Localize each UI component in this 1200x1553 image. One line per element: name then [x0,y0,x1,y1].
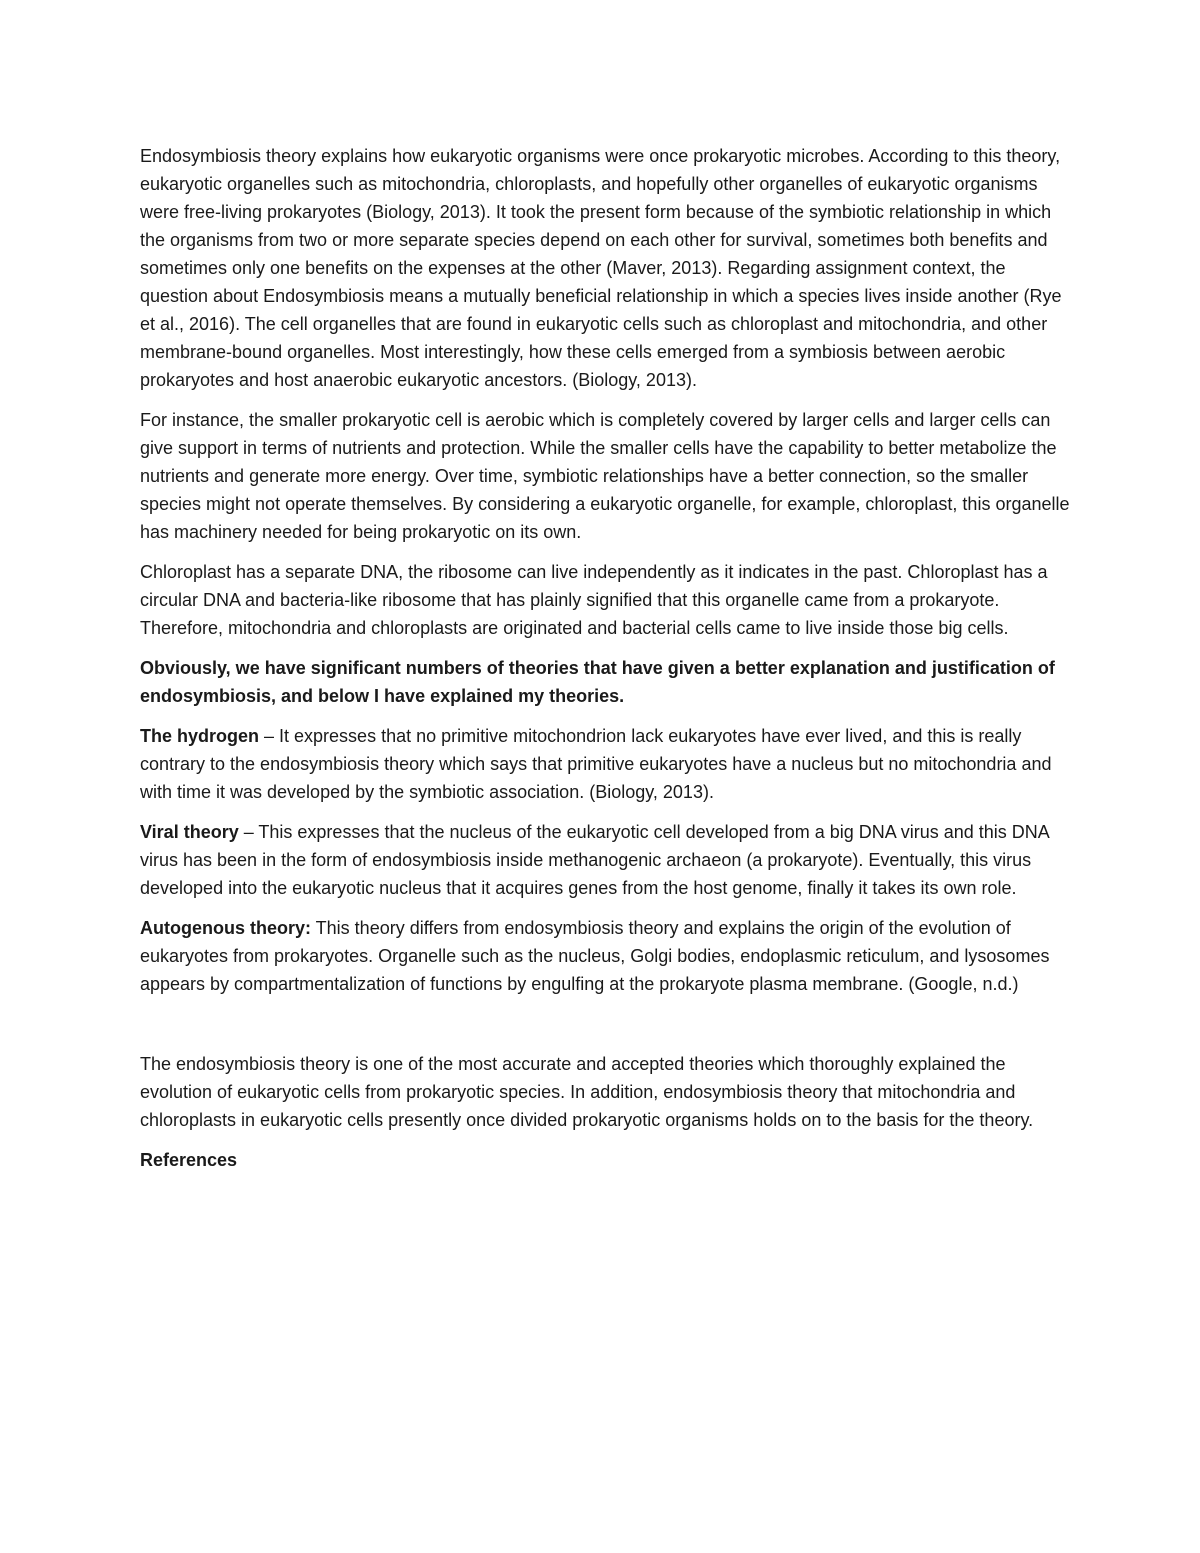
paragraph-conclusion: The endosymbiosis theory is one of the most accurate and accepted theories which thoroughly explained the evolution of eukaryotic cells from prokaryotic species. In addition, endosymbiosis theory that mitochondria and chloroplasts in eukaryotic cells presently once divided prokaryotic organisms holds on to the basis for the theory. [140,1054,1034,1130]
paragraph-hydrogen [140,722,1070,806]
autogenous-text: This theory differs from endosymbiosis theory and explains the origin of the evolution of eukaryotes from prokaryotes. Organelle such as the nucleus, Golgi bodies, endoplasmic reticulum, and lysosomes appears by compartmentalization of functions by engulfing at the prokaryote plasma membrane. (Google, n.d.) [140,918,1050,994]
paragraph-theories-intro: Obviously, we have significant numbers of theories that have given a better explanation and justification of endosymbiosis, and below I have explained my theories. [140,658,1055,706]
hydrogen-text: – It expresses that no primitive mitochondrion lack eukaryotes have ever lived, and this is really contrary to the endosymbiosis theory which says that primitive eukaryotes have a nucleus but no mitochondria and with time it was developed by the symbiotic association. (Biology, 2013). [140,726,1052,802]
paragraph-autogenous [140,914,1070,998]
paragraph-intro: Endosymbiosis theory explains how eukaryotic organisms were once prokaryotic microbes. According to this theory, eukaryotic organelles such as mitochondria, chloroplasts, and hopefully other organelles of eukaryotic organisms were free-living prokaryotes (Biology, 2013). It took the present form because of the symbiotic relationship in which the organisms from two or more separate species depend on each other for survival, sometimes both benefits and sometimes only one benefits on the expenses at the other (Maver, 2013). Regarding assignment context, the question about Endosymbiosis means a mutually beneficial relationship in which a species lives inside another (Rye et al., 2016). The cell organelles that are found in eukaryotic cells such as chloroplast and mitochondria, and other membrane-bound organelles. Most interestingly, how these cells emerged from a symbiosis between aerobic prokaryotes and host anaerobic eukaryotic ancestors. (Biology, 2013). [140,146,1062,390]
blank-line [140,1010,1070,1050]
paragraph-chloroplast: Chloroplast has a separate DNA, the ribosome can live independently as it indicates in the past. Chloroplast has a circular DNA and bacteria-like ribosome that has plainly signified that this organelle came from a prokaryote. Therefore, mitochondria and chloroplasts are originated and bacterial cells came to live inside those big cells. [140,562,1048,638]
viral-label: Viral theory [140,822,239,842]
paragraph-viral [140,818,1070,902]
hydrogen-label: The hydrogen [140,726,260,746]
autogenous-label: Autogenous theory: [140,918,311,938]
references-heading: References [140,1150,238,1170]
document-body [140,142,1070,1186]
paragraph-instance: For instance, the smaller prokaryotic cell is aerobic which is completely covered by larger cells and larger cells can give support in terms of nutrients and protection. While the smaller cells have the capability to better metabolize the nutrients and generate more energy. Over time, symbiotic relationships have a better connection, so the smaller species might not operate themselves. By considering a eukaryotic organelle, for example, chloroplast, this organelle has machinery needed for being prokaryotic on its own. [140,410,1070,542]
viral-text: – This expresses that the nucleus of the eukaryotic cell developed from a big DNA virus and this DNA virus has been in the form of endosymbiosis inside methanogenic archaeon (a prokaryote). Eventually, this virus developed into the eukaryotic nucleus that it acquires genes from the host genome, finally it takes its own role. [140,822,1049,898]
